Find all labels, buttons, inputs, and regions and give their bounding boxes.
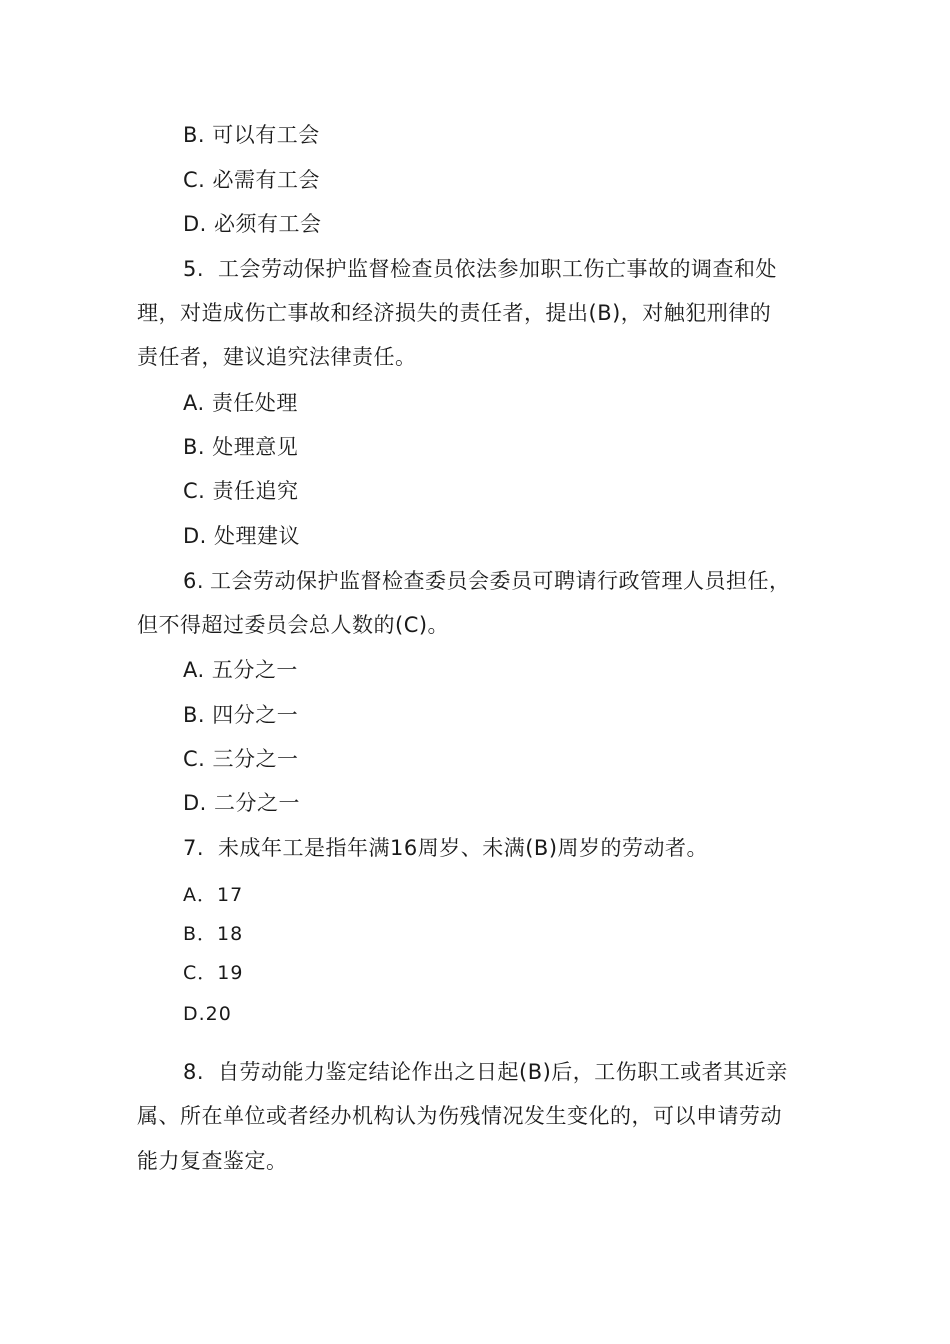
q5-option-d: D. 处理建议 bbox=[183, 524, 301, 548]
q8-line-3: 能力复查鉴定。 bbox=[137, 1149, 288, 1173]
q5-line-3: 责任者，建议追究法律责任。 bbox=[137, 345, 417, 369]
q6-option-d: D. 二分之一 bbox=[183, 791, 301, 815]
q6-text-1: 工会劳动保护监督检查委员会委员可聘请行政管理人员担任， bbox=[210, 569, 791, 593]
q5-line-1 bbox=[183, 254, 777, 284]
q5-option-a: A. 责任处理 bbox=[183, 391, 298, 415]
q6-option-b: B. 四分之一 bbox=[183, 703, 299, 727]
q4-option-b: B. 可以有工会 bbox=[183, 123, 320, 147]
q5-option-b: B. 处理意见 bbox=[183, 435, 299, 459]
q5-number: 5. bbox=[183, 257, 205, 281]
q6-option-a: A. 五分之一 bbox=[183, 658, 298, 682]
q8-line-1 bbox=[183, 1057, 788, 1087]
q6-option-c: C. 三分之一 bbox=[183, 747, 299, 771]
q6-line-2: 但不得超过委员会总人数的(C)。 bbox=[137, 613, 450, 637]
q5-line-2: 理，对造成伤亡事故和经济损失的责任者，提出(B)，对触犯刑律的 bbox=[137, 301, 772, 325]
q7-text-1: 未成年工是指年满16周岁、未满(B)周岁的劳动者。 bbox=[218, 836, 709, 860]
q7-number: 7. bbox=[183, 836, 205, 860]
q5-text-1: 工会劳动保护监督检查员依法参加职工伤亡事故的调查和处 bbox=[218, 257, 777, 281]
q8-text-1: 自劳动能力鉴定结论作出之日起(B)后，工伤职工或者其近亲 bbox=[218, 1060, 788, 1084]
q7-option-c: C．19 bbox=[183, 962, 244, 984]
q6-number: 6. bbox=[183, 569, 205, 593]
q7-option-a: A．17 bbox=[183, 884, 244, 906]
q8-number: 8. bbox=[183, 1060, 205, 1084]
q6-line-1 bbox=[183, 566, 791, 596]
q4-option-d: D. 必须有工会 bbox=[183, 212, 322, 236]
q5-option-c: C. 责任追究 bbox=[183, 479, 299, 503]
q7-line-1 bbox=[183, 833, 708, 863]
q7-option-d: D.20 bbox=[183, 1003, 232, 1025]
q7-option-b: B．18 bbox=[183, 923, 244, 945]
q4-option-c: C. 必需有工会 bbox=[183, 168, 321, 192]
q8-line-2: 属、所在单位或者经办机构认为伤残情况发生变化的，可以申请劳动 bbox=[137, 1104, 782, 1128]
